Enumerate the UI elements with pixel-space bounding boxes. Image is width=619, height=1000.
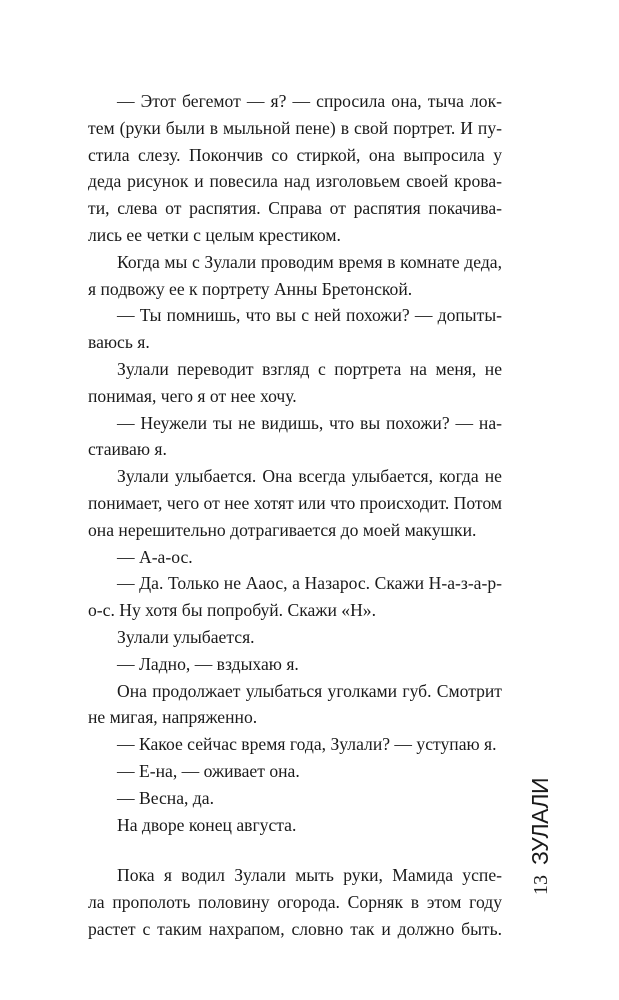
page-body bbox=[88, 88, 502, 943]
margin-runner bbox=[522, 775, 562, 925]
first-section bbox=[88, 88, 502, 838]
text-line: ла прополоть половину огорода. Сорняк в этом году bbox=[88, 892, 502, 913]
text-line: — Да. Только не Аaос, а Назарос. Скажи Н-а-з-а-р- bbox=[117, 573, 502, 594]
text-line: стаиваю я. bbox=[88, 439, 167, 460]
text-line: о-с. Ну хотя бы попробуй. Скажи «Н». bbox=[88, 600, 376, 621]
text-line: — А-а-ос. bbox=[117, 546, 193, 567]
text-line: Она продолжает улыбаться уголками губ. Смотрит bbox=[117, 680, 502, 701]
text-line: На дворе конец августа. bbox=[117, 814, 297, 835]
text-line: — Какое сейчас время года, Зулали? — уступаю я. bbox=[117, 734, 497, 755]
text-line: Зулали переводит взгляд с портрета на меня, не bbox=[117, 358, 502, 379]
text-line: стила слезу. Покончив со стиркой, она выпросила у bbox=[88, 144, 502, 165]
text-line: не мигая, напряженно. bbox=[88, 707, 258, 728]
section-break bbox=[88, 838, 502, 862]
text-line: понимает, чего от нее хотят или что происходит. Потом bbox=[88, 492, 502, 513]
text-line: я подвожу ее к портрету Анны Бретонской. bbox=[88, 278, 413, 299]
text-line: — Е-на, — оживает она. bbox=[117, 760, 300, 781]
text-line: деда рисунок и повесила над изголовьем своей крова- bbox=[88, 171, 502, 192]
text-line: Когда мы с Зулали проводим время в комнате деда, bbox=[117, 251, 502, 272]
text-line: — Весна, да. bbox=[117, 787, 214, 808]
text-line: понимая, чего я от нее хочу. bbox=[88, 385, 297, 406]
text-line: ти, слева от распятия. Справа от распятия покачива- bbox=[88, 198, 502, 219]
text-line: — Ладно, — вздыхаю я. bbox=[117, 653, 299, 674]
text-line: — Этот бегемот — я? — спросила она, тыча лок- bbox=[117, 91, 502, 111]
text-line: — Ты помнишь, что вы с ней похожи? — допыты- bbox=[117, 305, 502, 326]
text-line: — Неужели ты не видишь, что вы похожи? — на- bbox=[117, 412, 502, 433]
text-line: она нерешительно дотрагивается до моей макушки. bbox=[88, 519, 477, 540]
text-line: лись ее четки с целым крестиком. bbox=[88, 224, 341, 245]
text-line: Пока я водил Зулали мыть руки, Мамида успе- bbox=[117, 865, 502, 886]
running-title: ЗУЛАЛИ bbox=[527, 777, 553, 865]
text-line: тем (руки были в мыльной пене) в свой портрет. И пу- bbox=[88, 117, 502, 138]
text-line: растет с таким нахрапом, словно так и должно быть. bbox=[88, 918, 502, 939]
text-line: ваюсь я. bbox=[88, 332, 150, 353]
second-section bbox=[88, 862, 502, 942]
text-line: Зулали улыбается. bbox=[117, 626, 255, 647]
page-number: 13 bbox=[530, 875, 552, 895]
text-line: Зулали улыбается. Она всегда улыбается, когда не bbox=[117, 466, 502, 487]
